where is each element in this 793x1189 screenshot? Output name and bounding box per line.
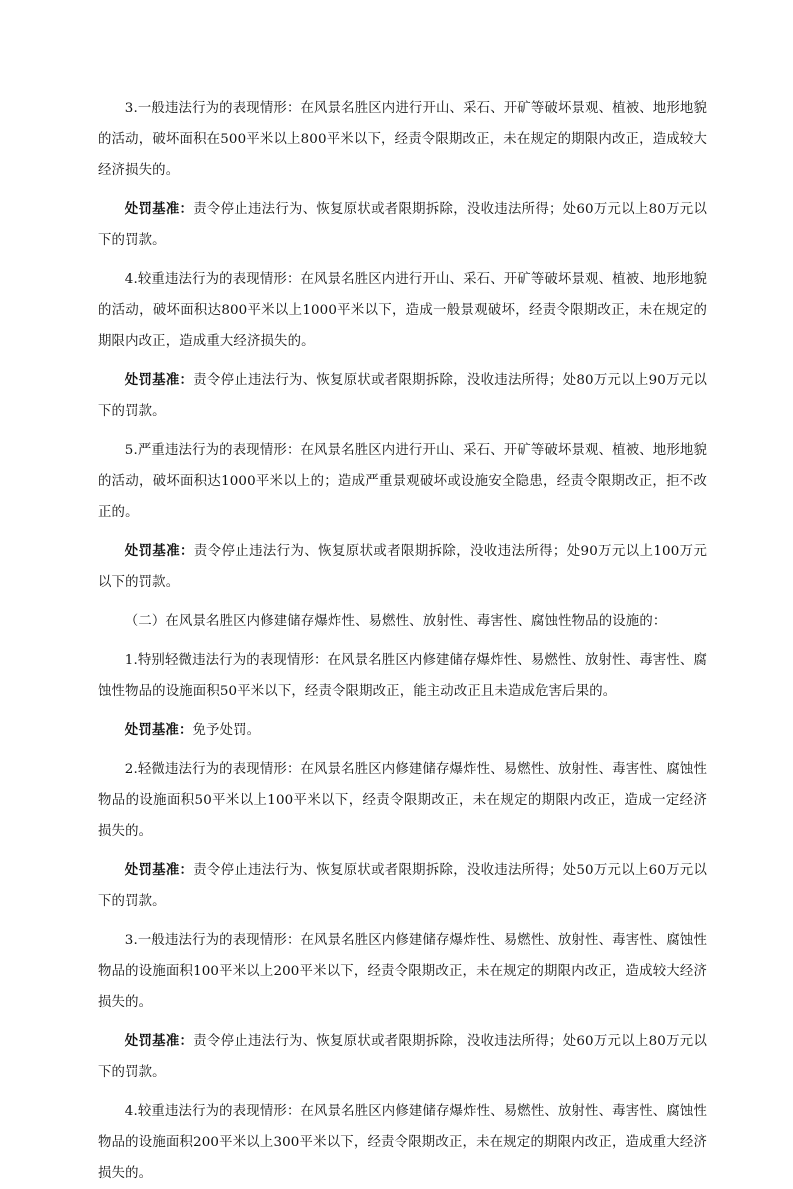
paragraph-text: 责令停止违法行为、恢复原状或者限期拆除，没收违法所得；处80万元以上90万元以下的罚款。: [98, 373, 707, 419]
penalty-basis-4: [98, 365, 707, 427]
paragraph-text: 3.一般违法行为的表现情形：在风景名胜区内修建储存爆炸性、易燃性、放射性、毒害性、腐蚀性物品的设施面积100平米以上200平米以下，经责令限期改正，未在规定的期限内改正，造成较大经济损失的。: [98, 933, 707, 1010]
paragraph-general-violation-3: [98, 93, 707, 186]
paragraph-text: 责令停止违法行为、恢复原状或者限期拆除，没收违法所得；处60万元以上80万元以下的罚款。: [98, 1034, 707, 1080]
paragraph-text: 免予处罚。: [192, 723, 261, 738]
penalty-basis-s2-1: [98, 715, 707, 746]
paragraph-lead: 处罚基准：: [124, 202, 194, 217]
paragraph-lead: 处罚基准：: [124, 1034, 194, 1049]
section-heading-2: [98, 606, 707, 637]
paragraph-text: 责令停止违法行为、恢复原状或者限期拆除，没收违法所得；处90万元以上100万元以下的罚款。: [98, 544, 708, 590]
paragraph-text: 3.一般违法行为的表现情形：在风景名胜区内进行开山、采石、开矿等破坏景观、植被、地形地貌的活动，破坏面积在500平米以上800平米以下，经责令限期改正，未在规定的期限内改正，造成较大经济损失的。: [98, 101, 707, 178]
paragraph-lead: 处罚基准：: [124, 373, 194, 388]
paragraph-serious-violation-s2-4: [98, 1096, 707, 1189]
paragraph-severe-violation-5: [98, 435, 707, 528]
paragraph-text: 1.特别轻微违法行为的表现情形：在风景名胜区内修建储存爆炸性、易燃性、放射性、毒害性、腐蚀性物品的设施面积50平米以下，经责令限期改正，能主动改正且未造成危害后果的。: [98, 653, 707, 699]
penalty-basis-s2-2: [98, 855, 707, 917]
paragraph-text: 责令停止违法行为、恢复原状或者限期拆除，没收违法所得；处50万元以上60万元以下的罚款。: [98, 863, 707, 909]
paragraph-text: 4.较重违法行为的表现情形：在风景名胜区内进行开山、采石、开矿等破坏景观、植被、地形地貌的活动，破坏面积达800平米以上1000平米以下，造成一般景观破坏，经责令限期改正，未在规定的期限内改正，造成重大经济损失的。: [98, 272, 707, 349]
paragraph-text: （二）在风景名胜区内修建储存爆炸性、易燃性、放射性、毒害性、腐蚀性物品的设施的：: [124, 614, 667, 629]
paragraph-text: 4.较重违法行为的表现情形：在风景名胜区内修建储存爆炸性、易燃性、放射性、毒害性、腐蚀性物品的设施面积200平米以上300平米以下，经责令限期改正，未在规定的期限内改正，造成重大经济损失的。: [98, 1104, 707, 1181]
paragraph-text: 5.严重违法行为的表现情形：在风景名胜区内进行开山、采石、开矿等破坏景观、植被、地形地貌的活动，破坏面积达1000平米以上的；造成严重景观破坏或设施安全隐患，经责令限期改正，拒不改正的。: [98, 443, 707, 520]
paragraph-minor-violation-1: [98, 645, 707, 707]
penalty-basis-5: [98, 536, 707, 598]
paragraph-text: 2.轻微违法行为的表现情形：在风景名胜区内修建储存爆炸性、易燃性、放射性、毒害性、腐蚀性物品的设施面积50平米以上100平米以下，经责令限期改正，未在规定的期限内改正，造成一定经济损失的。: [98, 762, 707, 839]
paragraph-lead: 处罚基准：: [124, 863, 194, 878]
paragraph-lead: 处罚基准：: [124, 723, 193, 738]
paragraph-general-violation-s2-3: [98, 925, 707, 1018]
penalty-basis-s2-3: [98, 1026, 707, 1088]
paragraph-lead: 处罚基准：: [124, 544, 194, 559]
paragraph-serious-violation-4: [98, 264, 707, 357]
paragraph-text: 责令停止违法行为、恢复原状或者限期拆除，没收违法所得；处60万元以上80万元以下的罚款。: [98, 202, 707, 248]
paragraph-light-violation-2: [98, 754, 707, 847]
penalty-basis-3: [98, 194, 707, 256]
